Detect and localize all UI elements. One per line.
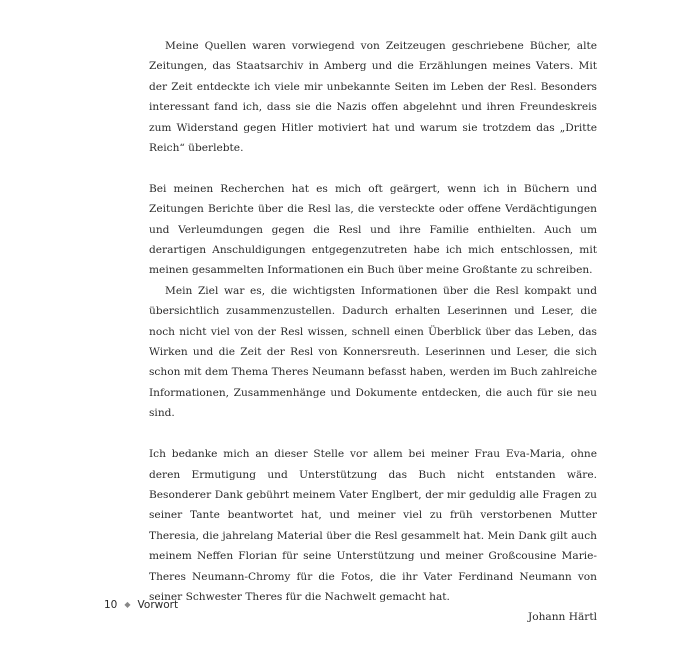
paragraph-gap	[149, 158, 597, 178]
body-text	[149, 36, 597, 628]
section-title: Vorwort	[137, 599, 179, 611]
author-signature: Johann Härtl	[527, 611, 597, 624]
page-footer	[104, 599, 178, 611]
paragraph-research: Bei meinen Recherchen hat es mich oft geärgert, wenn ich in Büchern und Zeitungen Berichte über die Resl las, die versteckte oder offene Verdächtigungen und Verleumdungen gegen die Resl und ihre Familie enthielten. Auch um derartigen Anschuldigungen entgegenzutreten habe ich mich entschlossen, mit meinen gesammelten Informationen ein Buch über meine Großtante zu schreiben.	[149, 182, 597, 277]
paragraph-sources: Meine Quellen waren vorwiegend von Zeitzeugen geschriebene Bücher, alte Zeitungen, das Staatsarchiv in Amberg und die Erzählungen meines Vaters. Mit der Zeit entdeckte ich viele mir unbekannte Seiten im Leben der Resl. Besonders interessant fand ich, dass sie die Nazis offen abgelehnt und ihren Freundeskreis zum Widerstand gegen Hitler motiviert hat und warum sie trotzdem das „Dritte Reich“ überlebte.	[149, 40, 597, 155]
diamond-separator-icon: ◆	[124, 600, 131, 609]
page-number: 10	[104, 599, 118, 611]
paragraph-goal: Mein Ziel war es, die wichtigsten Informationen über die Resl kompakt und übersichtlich zusammenzustellen. Dadurch erhalten Leserinnen und Leser, die noch nicht viel von der Resl wissen, schnell einen Überblick über das Leben, das Wirken und die Zeit der Resl von Konnersreuth. Leserinnen und Leser, die sich schon mit dem Thema Theres Neumann befasst haben, werden im Buch zahlreiche Informationen, Zusammenhänge und Dokumente entdecken, die auch für sie neu sind.	[149, 284, 597, 420]
paragraph-gap	[149, 424, 597, 444]
paragraph-thanks: Ich bedanke mich an dieser Stelle vor allem bei meiner Frau Eva-Maria, ohne deren Ermutigung und Unterstützung das Buch nicht entstanden wäre. Besonderer Dank gebührt meinem Vater Englbert, der mir geduldig alle Fragen zu seiner Tante beantwortet hat, und meiner viel zu früh verstorbenen Mutter Theresia, die jahrelang Material über die Resl gesammelt hat. Mein Dank gilt auch meinem Neffen Florian für seine Unterstützung und meiner Großcousine Marie-Theres Neumann-Chromy für die Fotos, die ihr Vater Ferdinand Neumann von seiner Schwester Theres für die Nachwelt gemacht hat.	[149, 448, 597, 603]
